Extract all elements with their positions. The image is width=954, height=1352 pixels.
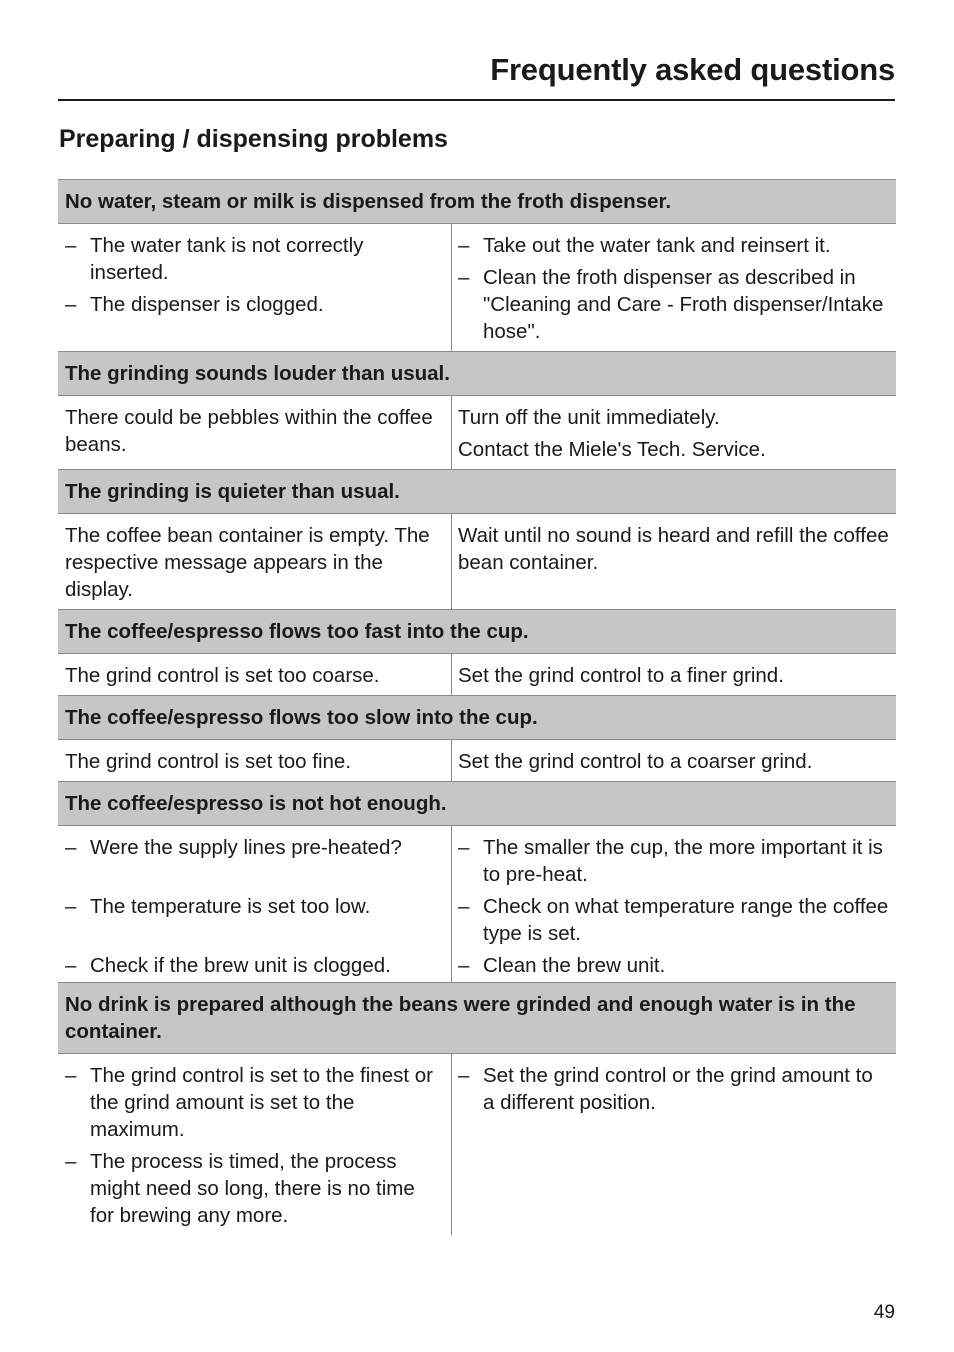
remedy-item: – Take out the water tank and reinsert it. [458, 232, 889, 259]
cause-cell [58, 654, 452, 695]
remedy-text: Turn off the unit immediately. [458, 406, 720, 429]
remedy-cell [452, 224, 896, 351]
cause-cell [58, 224, 452, 351]
faq-answer-row [58, 396, 896, 469]
remedy-text: Wait until no sound is heard and refill the coffee bean container. [458, 524, 889, 574]
cause-text: The grind control is set too coarse. [65, 664, 380, 687]
faq-question-flows-too-slow: The coffee/espresso flows too slow into the cup. [58, 695, 896, 740]
cause-item: – The process is timed, the process might need so long, there is no time for brewing any more. [65, 1148, 444, 1229]
faq-answer-row [58, 740, 896, 781]
remedy-cell [452, 1054, 896, 1235]
cause-item: – Check if the brew unit is clogged. [65, 952, 444, 979]
cause-cell [58, 514, 452, 609]
remedy-item: – Clean the froth dispenser as described in "Cleaning and Care - Froth dispenser/Intake hose". [458, 264, 889, 345]
faq-answer-row [58, 1054, 896, 1235]
cause-item: – The grind control is set to the finest or the grind amount is set to the maximum. [65, 1062, 444, 1143]
cause-cell [58, 1054, 452, 1235]
faq-answer-row [58, 514, 896, 609]
remedy-item: – Check on what temperature range the coffee type is set. [458, 893, 889, 947]
remedy-item: – Set the grind control or the grind amount to a different position. [458, 1062, 889, 1116]
faq-question-no-dispense: No water, steam or milk is dispensed from the froth dispenser. [58, 179, 896, 224]
cause-item: – The dispenser is clogged. [65, 291, 444, 318]
title-divider [58, 99, 895, 101]
cause-cell [58, 396, 452, 469]
cause-text: There could be pebbles within the coffee beans. [65, 406, 433, 456]
cause-text: The grind control is set too fine. [65, 750, 352, 773]
page-title: Frequently asked questions [490, 52, 895, 87]
remedy-cell [452, 396, 896, 469]
faq-question-no-drink: No drink is prepared although the beans were grinded and enough water is in the container. [58, 982, 896, 1054]
faq-question-flows-too-fast: The coffee/espresso flows too fast into the cup. [58, 609, 896, 654]
section-heading: Preparing / dispensing problems [59, 125, 448, 153]
remedy-item: – The smaller the cup, the more important it is to pre-heat. [458, 834, 889, 888]
remedy-text: Set the grind control to a finer grind. [458, 664, 784, 687]
remedy-item: – Clean the brew unit. [458, 952, 889, 979]
remedy-cell [452, 514, 896, 609]
remedy-text: Contact the Miele's Tech. Service. [458, 438, 766, 461]
cause-text: The coffee bean container is empty. The respective message appears in the display. [65, 524, 430, 601]
remedy-cell [452, 740, 896, 781]
faq-question-grinding-louder: The grinding sounds louder than usual. [58, 351, 896, 396]
remedy-text: Set the grind control to a coarser grind. [458, 750, 813, 773]
faq-answer-row [58, 826, 896, 982]
remedy-cell [452, 826, 896, 982]
faq-answer-row [58, 224, 896, 351]
cause-cell [58, 740, 452, 781]
cause-item: – The water tank is not correctly inserted. [65, 232, 444, 286]
faq-question-grinding-quieter: The grinding is quieter than usual. [58, 469, 896, 514]
remedy-cell [452, 654, 896, 695]
page-number: 49 [873, 1302, 895, 1323]
cause-item: – The temperature is set too low. [65, 893, 444, 947]
cause-item: – Were the supply lines pre-heated? [65, 834, 444, 888]
faq-answer-row [58, 654, 896, 695]
cause-cell [58, 826, 452, 982]
faq-table [58, 179, 896, 1235]
faq-question-not-hot-enough: The coffee/espresso is not hot enough. [58, 781, 896, 826]
